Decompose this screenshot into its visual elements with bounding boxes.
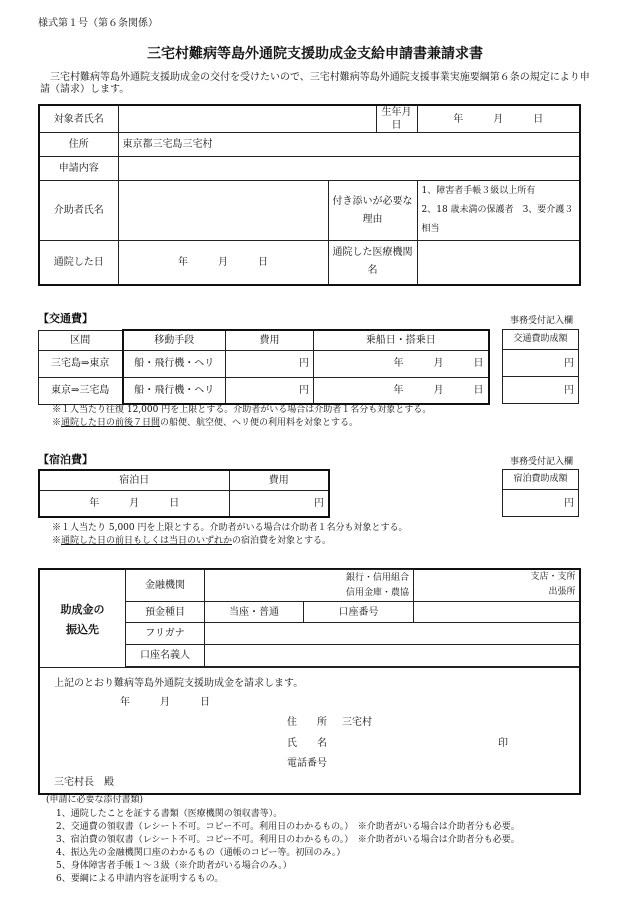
address-label: 住所 bbox=[39, 133, 118, 157]
lodging-note-2: ※通院した日の前日もしくは当日のいずれかの宿泊費を対象とする。 bbox=[52, 536, 332, 546]
transport-grant-2[interactable]: 円 bbox=[503, 377, 579, 404]
claim-statement: 上記のとおり難病等島外通院支援助成金を請求します。 bbox=[54, 678, 304, 689]
transport-route-1: 三宅島⇒東京 bbox=[39, 350, 123, 377]
reason-label: 付き添いが必要な理由 bbox=[328, 181, 417, 241]
transport-date-1[interactable]: 年 月 日 bbox=[314, 350, 489, 377]
lodging-date-field[interactable]: 年 月 日 bbox=[39, 490, 229, 517]
claim-phone-label: 電話番号 bbox=[287, 758, 327, 769]
transport-route-2: 東京⇒三宅島 bbox=[39, 377, 123, 404]
bank-claim-divider bbox=[40, 667, 579, 668]
reason-options[interactable] bbox=[417, 181, 580, 241]
transport-note-2: ※通院した日の前後７日間の船便、航空便、ヘリ便の利用料を対象とする。 bbox=[52, 418, 359, 428]
reason-option-3[interactable]: 3、要介護３相当 bbox=[421, 205, 574, 234]
facility-label: 通院した医療機関名 bbox=[328, 241, 417, 285]
transport-office-note: 事務受付記入欄 bbox=[510, 316, 574, 326]
visit-date-label: 通院した日 bbox=[39, 241, 118, 285]
transport-note-1: ※１人当たり往復 12,000 円を上限とする。介助者がいる場合は介助者１名分も対象とする。 bbox=[52, 405, 432, 415]
attachment-item: 5、身体障害者手帳１～３級（※介助者がいる場合のみ。） bbox=[56, 861, 292, 871]
reason-option-1[interactable]: 1、障害者手帳３級以上所有 bbox=[421, 186, 536, 196]
lodging-heading: 【宿泊費】 bbox=[38, 453, 93, 466]
transport-col-cost: 費用 bbox=[226, 330, 314, 350]
lodging-col-cost: 費用 bbox=[229, 470, 329, 490]
claim-name-label: 氏 名 bbox=[287, 738, 327, 749]
facility-field[interactable] bbox=[417, 241, 580, 285]
transport-cost-2[interactable]: 円 bbox=[226, 377, 314, 404]
transport-grant-1[interactable]: 円 bbox=[503, 350, 579, 377]
transport-table bbox=[38, 329, 490, 405]
lodging-cost-field[interactable]: 円 bbox=[229, 490, 329, 517]
form-number: 様式第１号（第６条関係） bbox=[38, 18, 158, 29]
lodging-grant-header: 宿泊費助成額 bbox=[503, 470, 579, 490]
transport-heading: 【交通費】 bbox=[38, 312, 93, 325]
lodging-note-1: ※１人当たり 5,000 円を上限とする。介助者がいる場合は介助者１名分も対象とする。 bbox=[52, 523, 408, 533]
lodging-office-note: 事務受付記入欄 bbox=[510, 457, 574, 467]
helper-label: 介助者氏名 bbox=[39, 181, 118, 241]
account-number-field[interactable] bbox=[414, 602, 580, 623]
attachments-heading: (申請に必要な添付書類) bbox=[46, 795, 144, 805]
helper-field[interactable] bbox=[118, 181, 328, 241]
addressee: 三宅村長 殿 bbox=[54, 777, 114, 788]
claim-address-field[interactable]: 三宅村 bbox=[342, 717, 372, 728]
lodging-grant-field[interactable]: 円 bbox=[503, 490, 579, 517]
seal-mark: 印 bbox=[498, 738, 508, 749]
deposit-type-field[interactable]: 当座・普通 bbox=[205, 602, 304, 623]
furigana-field[interactable] bbox=[205, 623, 580, 645]
institution-field[interactable]: 銀行・信用組合 信用金庫・農協 bbox=[205, 570, 414, 602]
lodging-col-date: 宿泊日 bbox=[39, 470, 229, 490]
transport-col-means: 移動手段 bbox=[123, 330, 226, 350]
content-field[interactable] bbox=[118, 157, 580, 181]
bank-section-label: 助成金の 振込先 bbox=[60, 603, 105, 636]
address-field[interactable]: 東京都三宅島三宅村 bbox=[118, 133, 580, 157]
institution-label: 金融機関 bbox=[126, 570, 205, 602]
transport-date-2[interactable]: 年 月 日 bbox=[314, 377, 489, 404]
transport-means-1[interactable]: 船・飛行機・ヘリ bbox=[123, 350, 226, 377]
account-number-label: 口座番号 bbox=[304, 602, 414, 623]
account-holder-field[interactable] bbox=[205, 645, 580, 667]
branch-field[interactable]: 支店・支所 出張所 bbox=[414, 570, 580, 602]
birth-field[interactable]: 年 月 日 bbox=[417, 105, 580, 133]
claim-address-label: 住 所 bbox=[287, 717, 327, 728]
attachment-item: 6、要綱による申請内容を証明するもの。 bbox=[56, 874, 224, 884]
attachment-item: 1、通院したことを証する書類（医療機関の領収書等）。 bbox=[56, 809, 283, 819]
page-title: 三宅村難病等島外通院支援助成金支給申請書兼請求書 bbox=[147, 46, 483, 62]
furigana-label: フリガナ bbox=[126, 623, 205, 645]
lodging-grant-table bbox=[502, 469, 579, 517]
bank-table bbox=[125, 569, 580, 667]
transport-cost-1[interactable]: 円 bbox=[226, 350, 314, 377]
intro-text: 三宅村難病等島外通院支援助成金の交付を受けたいので、三宅村難病等島外通院支援事業実施要綱第６条の規定により申請（請求）します。 bbox=[40, 72, 590, 95]
attachment-item: 4、振込先の金融機関口座のわかるもの（通帳のコピー等。初回のみ。） bbox=[56, 848, 346, 858]
attachment-item: 2、交通費の領収書（レシート不可。コピー不可。利用日のわかるもの。） ※介助者がいる場合は介助者分も必要。 bbox=[56, 822, 520, 832]
attachment-item: 3、宿泊費の領収書（レシート不可。コピー不可。利用日のわかるもの。） ※介助者がいる場合は介助者分も必要。 bbox=[56, 835, 520, 845]
reason-option-2[interactable]: 2、18 歳未満の保護者 bbox=[421, 205, 514, 215]
account-holder-label: 口座名義人 bbox=[126, 645, 205, 667]
claim-date[interactable]: 年 月 日 bbox=[120, 697, 210, 708]
visit-date-field[interactable]: 年 月 日 bbox=[118, 241, 328, 285]
content-label: 申請内容 bbox=[39, 157, 118, 181]
attachments-list bbox=[56, 808, 520, 886]
transport-col-date: 乗船日・搭乗日 bbox=[314, 330, 489, 350]
birth-label: 生年月日 bbox=[376, 105, 417, 133]
deposit-type-label: 預金種目 bbox=[126, 602, 205, 623]
transport-col-route: 区間 bbox=[39, 330, 123, 350]
applicant-table bbox=[38, 104, 581, 286]
lodging-table bbox=[38, 469, 330, 518]
target-name-label: 対象者氏名 bbox=[39, 105, 118, 133]
transport-grant-header: 交通費助成額 bbox=[503, 330, 579, 350]
transport-grant-table bbox=[502, 329, 579, 404]
transport-means-2[interactable]: 船・飛行機・ヘリ bbox=[123, 377, 226, 404]
target-name-field[interactable] bbox=[118, 105, 376, 133]
